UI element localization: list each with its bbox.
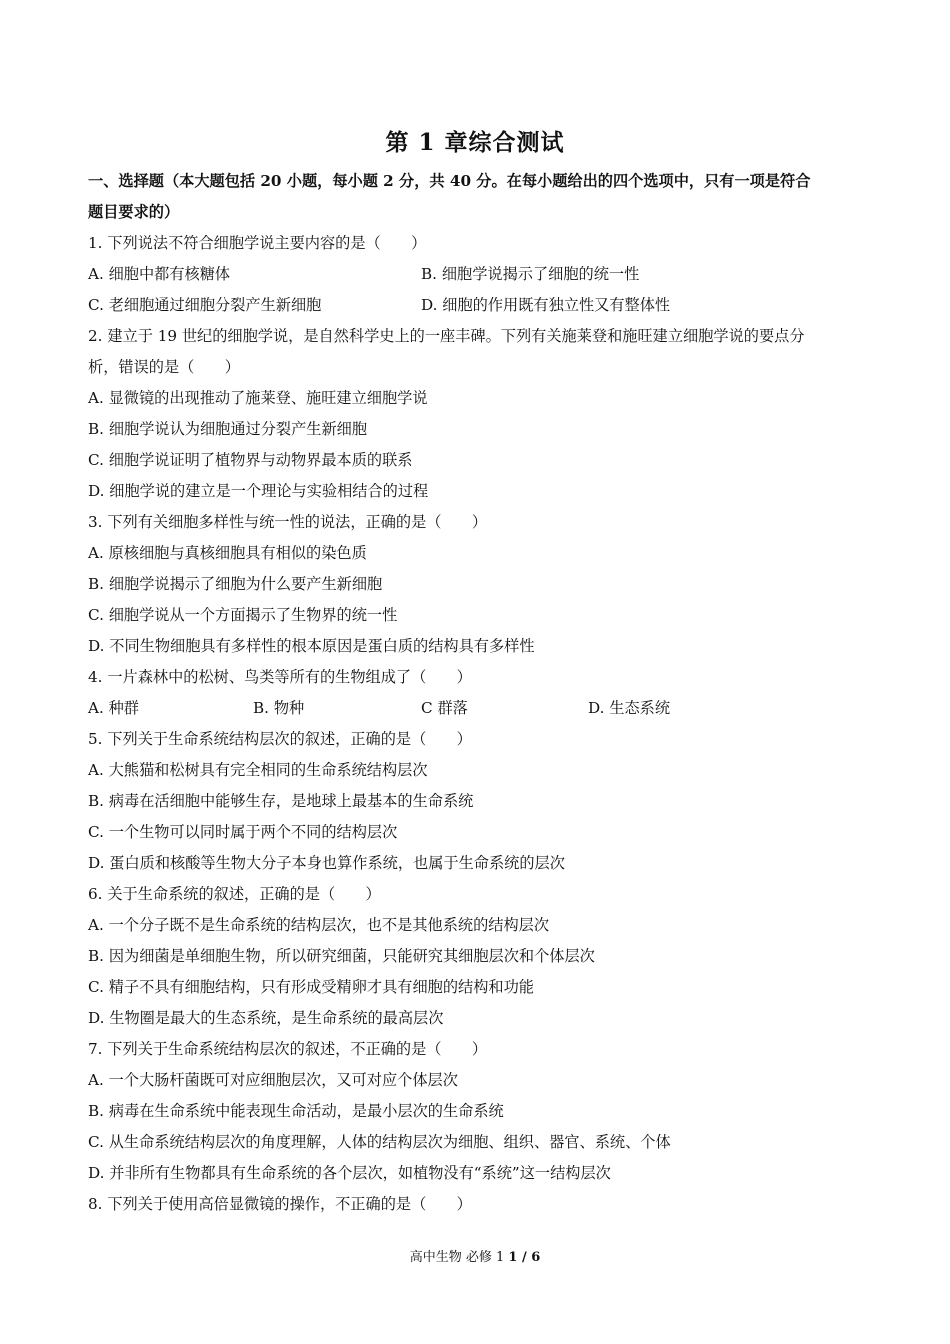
section-heading-line-1: 一、选择题（本大题包括 20 小题，每小题 2 分，共 40 分。在每小题给出的四个选项中，只有一项是符合 [88, 172, 811, 190]
question-6-stem: 6. 关于生命系统的叙述，正确的是（ ） [88, 885, 381, 903]
question-3-option-b: B. 细胞学说揭示了细胞为什么要产生新细胞 [88, 575, 383, 593]
question-4-options-row [88, 693, 868, 724]
footer-text: 高中生物 必修 1 [409, 1250, 505, 1265]
page-footer [0, 1246, 950, 1265]
question-4-option-b: B. 物种 [253, 699, 305, 717]
question-6-option-a: A. 一个分子既不是生命系统的结构层次，也不是其他系统的结构层次 [88, 916, 550, 934]
question-5-option-d: D. 蛋白质和核酸等生物大分子本身也算作系统，也属于生命系统的层次 [88, 854, 565, 872]
question-5-option-a: A. 大熊猫和松树具有完全相同的生命系统结构层次 [88, 761, 428, 779]
question-2-option-b: B. 细胞学说认为细胞通过分裂产生新细胞 [88, 420, 368, 438]
question-7-option-a: A. 一个大肠杆菌既可对应细胞层次，又可对应个体层次 [88, 1071, 458, 1089]
section-heading-line-2: 题目要求的） [88, 203, 180, 221]
question-2-option-c: C. 细胞学说证明了植物界与动物界最本质的联系 [88, 451, 413, 469]
question-1-option-d: D. 细胞的作用既有独立性又有整体性 [421, 296, 671, 314]
question-1-stem: 1. 下列说法不符合细胞学说主要内容的是（ ） [88, 234, 427, 252]
question-5-option-c: C. 一个生物可以同时属于两个不同的结构层次 [88, 823, 398, 841]
question-1-option-c: C. 老细胞通过细胞分裂产生新细胞 [88, 296, 322, 314]
question-4-stem: 4. 一片森林中的松树、鸟类等所有的生物组成了（ ） [88, 668, 472, 686]
question-7-option-c: C. 从生命系统结构层次的角度理解，人体的结构层次为细胞、组织、器官、系统、个体 [88, 1133, 671, 1151]
question-2-stem-line-1: 2. 建立于 19 世纪的细胞学说，是自然科学史上的一座丰碑。下列有关施莱登和施旺建立细胞学说的要点分 [88, 327, 805, 345]
question-4-option-a: A. 种群 [88, 699, 139, 717]
question-1-options-row-2 [88, 290, 868, 321]
page-number: 1 / 6 [508, 1250, 541, 1265]
question-7-option-b: B. 病毒在生命系统中能表现生命活动，是最小层次的生命系统 [88, 1102, 504, 1120]
question-2-option-a: A. 显微镜的出现推动了施莱登、施旺建立细胞学说 [88, 389, 428, 407]
question-5-option-b: B. 病毒在活细胞中能够生存，是地球上最基本的生命系统 [88, 792, 474, 810]
question-3-stem: 3. 下列有关细胞多样性与统一性的说法，正确的是（ ） [88, 513, 488, 531]
question-6-option-b: B. 因为细菌是单细胞生物，所以研究细菌，只能研究其细胞层次和个体层次 [88, 947, 595, 965]
question-2-stem-line-2: 析，错误的是（ ） [88, 358, 240, 376]
page-title: 第 1 章综合测试 [385, 129, 565, 156]
question-3-option-d: D. 不同生物细胞具有多样性的根本原因是蛋白质的结构具有多样性 [88, 637, 535, 655]
question-3-option-a: A. 原核细胞与真核细胞具有相似的染色质 [88, 544, 367, 562]
question-1-options-row-1 [88, 259, 868, 290]
question-1-option-b: B. 细胞学说揭示了细胞的统一性 [421, 265, 640, 283]
question-4-option-c: C 群落 [421, 699, 468, 717]
question-4-option-d: D. 生态系统 [588, 699, 671, 717]
question-3-option-c: C. 细胞学说从一个方面揭示了生物界的统一性 [88, 606, 398, 624]
question-7-option-d: D. 并非所有生物都具有生命系统的各个层次，如植物没有“系统”这一结构层次 [88, 1164, 611, 1182]
question-5-stem: 5. 下列关于生命系统结构层次的叙述，正确的是（ ） [88, 730, 472, 748]
question-6-option-c: C. 精子不具有细胞结构，只有形成受精卵才具有细胞的结构和功能 [88, 978, 534, 996]
question-7-stem: 7. 下列关于生命系统结构层次的叙述，不正确的是（ ） [88, 1040, 488, 1058]
question-2-option-d: D. 细胞学说的建立是一个理论与实验相结合的过程 [88, 482, 429, 500]
question-list [88, 166, 868, 1220]
question-8-stem: 8. 下列关于使用高倍显微镜的操作，不正确的是（ ） [88, 1195, 472, 1213]
question-1-option-a: A. 细胞中都有核糖体 [88, 265, 231, 283]
question-6-option-d: D. 生物圈是最大的生态系统，是生命系统的最高层次 [88, 1009, 444, 1027]
